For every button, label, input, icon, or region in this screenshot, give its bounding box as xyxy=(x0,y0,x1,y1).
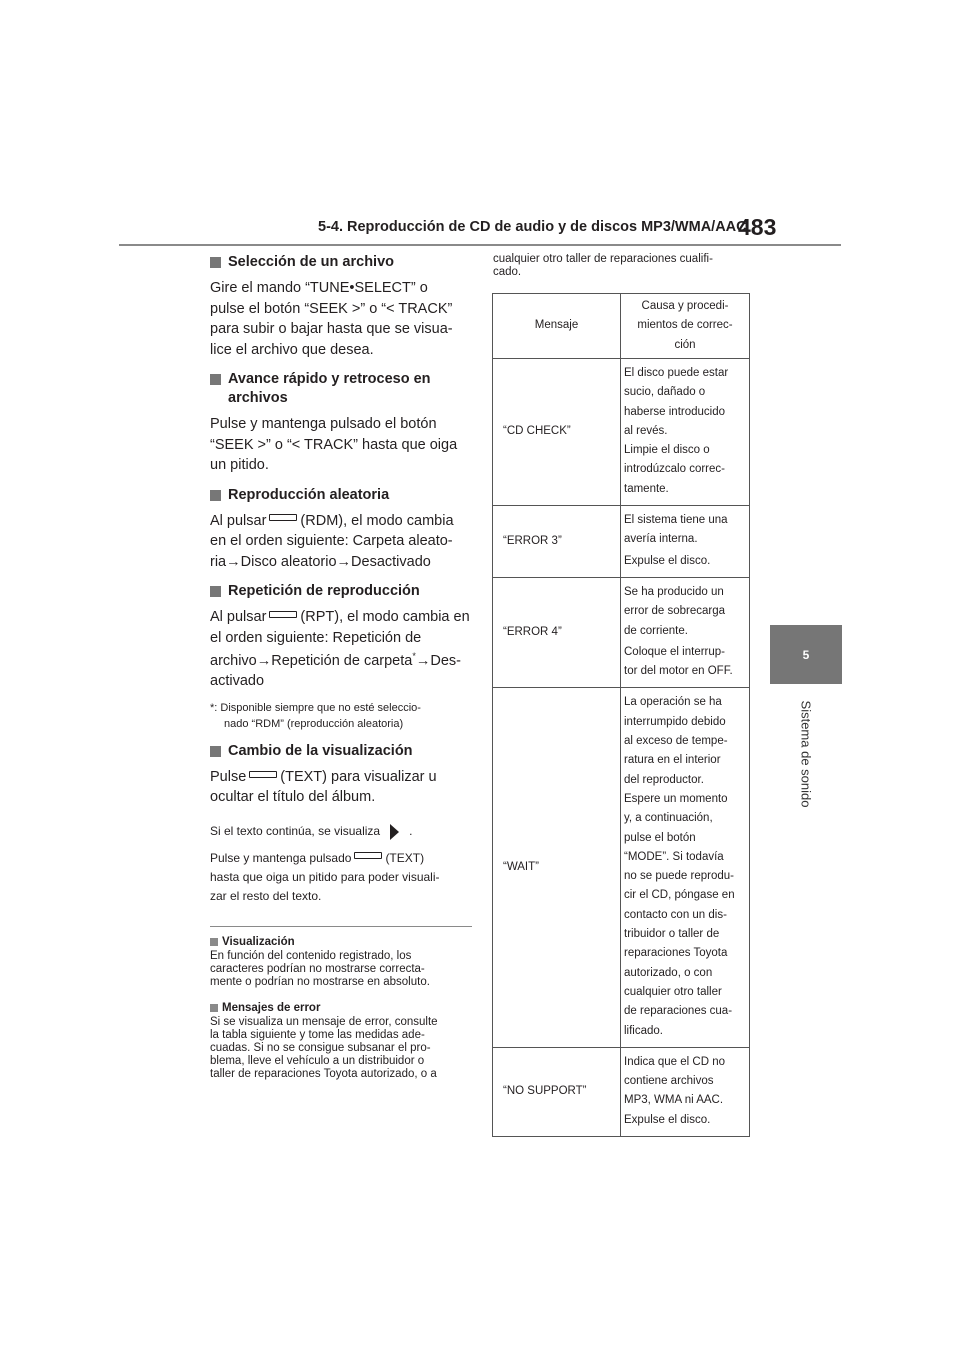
table-row xyxy=(493,577,750,687)
text-line: mente o podrían no mostrarse en absoluto. xyxy=(210,975,430,988)
text-line: pulse el botón “SEEK >” o “< TRACK” xyxy=(210,300,453,317)
column-header-message: Mensaje xyxy=(493,294,621,359)
text-fragment: (RDM), el modo cambia xyxy=(300,512,454,529)
heading-text: Visualización xyxy=(222,935,295,948)
cell-line: contacto con un dis- xyxy=(624,908,727,921)
cell-line: Se ha producido un xyxy=(624,585,724,598)
text-line: zar el resto del texto. xyxy=(210,888,322,903)
heading-repeat-play xyxy=(210,582,472,601)
cell-line: tor del motor en OFF. xyxy=(624,665,733,678)
cell-line: no se puede reprodu- xyxy=(624,870,734,883)
cell-line: cir el CD, póngase en xyxy=(624,889,735,902)
text-fragment: Pulse y mantenga pulsado xyxy=(210,850,352,865)
subheading-display xyxy=(210,935,472,950)
paragraph-repeat-play xyxy=(210,607,472,692)
cell-line: pulse el botón xyxy=(624,831,696,844)
heading-file-selection xyxy=(210,253,472,272)
cell-line: El disco puede estar xyxy=(624,367,729,379)
text-fragment: ria xyxy=(210,553,227,570)
text-line: “SEEK >” o “< TRACK” hasta que oiga xyxy=(210,436,458,453)
text-button-icon xyxy=(249,771,277,778)
text-fragment: (TEXT) para visualizar u xyxy=(280,768,437,785)
cell-line: contiene archivos xyxy=(624,1075,714,1088)
table-row xyxy=(493,359,750,506)
text-fragment: . xyxy=(409,823,413,838)
fix-cell xyxy=(621,1047,750,1136)
error-message-cell: “WAIT” xyxy=(493,688,621,1047)
chapter-number: 5 xyxy=(802,647,810,662)
heading-random-play xyxy=(210,486,472,505)
bullet-square-icon xyxy=(210,257,221,268)
cell-line: El sistema tiene una xyxy=(624,514,728,527)
text-line xyxy=(210,607,472,628)
header-divider xyxy=(119,244,841,246)
text-fragment: Desactivado xyxy=(351,553,431,570)
text-line: la tabla siguiente y tome las medidas ade- xyxy=(210,1028,425,1041)
page-number: 483 xyxy=(738,214,777,240)
text-line: lice el archivo que desea. xyxy=(210,341,374,358)
note-display xyxy=(210,950,472,989)
text-line: Gire el mando “TUNE•SELECT” o xyxy=(210,280,428,296)
rdm-button-icon xyxy=(269,514,297,521)
text-fragment: Disponible siempre que no esté seleccio- xyxy=(220,701,421,714)
display-note-2 xyxy=(210,849,472,906)
paragraph-file-selection xyxy=(210,278,472,360)
header-line: ción xyxy=(674,338,696,351)
arrow-right-icon: → xyxy=(226,553,241,570)
chapter-label-text: Sistema de sonido xyxy=(798,700,814,808)
note-error-messages xyxy=(210,1016,472,1081)
text-line: blema, lleve el vehículo a un distribuidor o xyxy=(210,1054,425,1067)
chapter-label xyxy=(796,694,816,814)
footnote-mark: *: xyxy=(210,701,218,714)
text-line: caracteres podrían no mostrarse correcta- xyxy=(210,962,425,975)
cell-line: tribuidor o taller de xyxy=(624,928,720,941)
text-line xyxy=(210,511,472,532)
table-row xyxy=(493,1047,750,1136)
cell-line: MP3, WMA ni AAC. xyxy=(624,1094,724,1107)
cell-line: autorizado, o con xyxy=(624,966,713,979)
cell-line: haberse introducido xyxy=(624,405,726,418)
right-intro xyxy=(493,253,753,279)
bullet-square-icon xyxy=(210,490,221,501)
text-line xyxy=(210,767,472,788)
fix-cell xyxy=(621,506,750,578)
cell-line: del reproductor. xyxy=(624,773,704,786)
cell-line: Indica que el CD no xyxy=(624,1055,726,1068)
paragraph-fast-forward xyxy=(210,414,472,476)
heading-text: Repetición de reproducción xyxy=(228,583,420,599)
cell-line: Limpie el disco o xyxy=(624,444,710,457)
chapter-tab xyxy=(770,625,842,684)
rpt-button-icon xyxy=(269,611,297,618)
cell-line: La operación se ha xyxy=(624,696,722,709)
text-line: el orden siguiente: Repetición de xyxy=(210,629,422,646)
cell-line: sucio, dañado o xyxy=(624,386,706,399)
cell-line: Expulse el disco. xyxy=(624,1113,711,1126)
play-triangle-icon xyxy=(390,824,399,840)
fix-cell xyxy=(621,688,750,1047)
text-button-icon xyxy=(354,852,382,859)
footnote-marker: * xyxy=(412,651,416,661)
text-line: En función del contenido registrado, los xyxy=(210,949,412,962)
header-line: Causa y procedi- xyxy=(641,300,729,313)
text-fragment: Si el texto continúa, se visualiza xyxy=(210,823,381,838)
bullet-square-icon xyxy=(210,938,218,946)
bullet-square-icon xyxy=(210,746,221,757)
text-line: cado. xyxy=(493,266,522,278)
cell-line: al exceso de tempe- xyxy=(624,735,728,748)
error-message-cell: “NO SUPPORT” xyxy=(493,1047,621,1136)
text-line: activado xyxy=(210,673,265,690)
text-line: un pitido. xyxy=(210,457,269,473)
error-message-cell: “CD CHECK” xyxy=(493,359,621,506)
footnote-line xyxy=(210,700,472,716)
error-message-cell: “ERROR 4” xyxy=(493,577,621,687)
text-fragment: Al pulsar xyxy=(210,609,267,625)
subheading-error-messages xyxy=(210,1001,472,1016)
cell-line: tamente. xyxy=(624,482,669,495)
bullet-square-icon xyxy=(210,586,221,597)
text-line: Pulse y mantenga pulsado el botón xyxy=(210,416,437,432)
cell-line: de corriente. xyxy=(624,624,688,637)
cell-line: introdúzcalo correc- xyxy=(624,463,725,476)
heading-display-change xyxy=(210,742,472,761)
cell-line: y, a continuación, xyxy=(624,812,713,825)
column-header-fix xyxy=(621,294,750,359)
heading-fast-forward xyxy=(210,370,472,408)
arrow-right-icon: → xyxy=(256,652,272,669)
table-row xyxy=(493,506,750,578)
paragraph-display-change xyxy=(210,767,472,808)
section-divider xyxy=(210,926,472,927)
footnote-line: nado “RDM” (reproducción aleatoria) xyxy=(224,717,404,730)
text-line: para subir o bajar hasta que se visua- xyxy=(210,321,453,337)
cell-line: “MODE”. Si todavía xyxy=(624,850,724,863)
heading-text: Reproducción aleatoria xyxy=(228,486,390,503)
arrow-right-icon: → xyxy=(336,553,352,570)
cell-line: Expulse el disco. xyxy=(624,554,711,567)
cell-line: de reparaciones cua- xyxy=(624,1005,733,1018)
heading-text: archivos xyxy=(228,390,288,406)
text-line: cuadas. Si no se consigue subsanar el pro- xyxy=(210,1041,431,1054)
cell-line: lificado. xyxy=(624,1024,663,1037)
heading-text: Mensajes de error xyxy=(222,1001,321,1014)
text-line xyxy=(210,552,472,573)
cell-line: cualquier otro taller xyxy=(624,985,722,998)
header-line: mientos de correc- xyxy=(637,319,733,332)
fix-cell xyxy=(621,577,750,687)
cell-line: reparaciones Toyota xyxy=(624,947,728,960)
text-line: ocultar el título del álbum. xyxy=(210,789,376,806)
display-note-1 xyxy=(210,822,472,841)
text-line: taller de reparaciones Toyota autorizado, o a xyxy=(210,1067,437,1080)
text-line xyxy=(210,849,472,868)
heading-text: Cambio de la visualización xyxy=(228,742,413,759)
text-fragment: Des- xyxy=(430,652,461,669)
cell-line: avería interna. xyxy=(624,533,698,546)
heading-text: Avance rápido y retroceso en xyxy=(228,371,431,387)
text-line: Si se visualiza un mensaje de error, consulte xyxy=(210,1015,438,1028)
text-line xyxy=(210,648,472,671)
text-fragment: (TEXT) xyxy=(385,850,425,865)
cell-line: Coloque el interrup- xyxy=(624,645,726,658)
text-fragment: Pulse xyxy=(210,768,247,785)
text-line: cualquier otro taller de reparaciones cualifi- xyxy=(493,253,713,265)
table-header-row xyxy=(493,294,750,359)
cell-line: ratura en el interior xyxy=(624,754,721,767)
text-fragment: Disco aleatorio xyxy=(240,553,337,570)
cell-line: al revés. xyxy=(624,424,668,437)
bullet-square-icon xyxy=(210,1004,218,1012)
text-fragment: Repetición de carpeta xyxy=(271,652,413,669)
arrow-right-icon: → xyxy=(415,652,431,669)
section-title: 5-4. Reproducción de CD de audio y de discos MP3/WMA/AAC xyxy=(318,219,747,235)
error-message-cell: “ERROR 3” xyxy=(493,506,621,578)
text-fragment: Al pulsar xyxy=(210,512,267,529)
error-table xyxy=(492,293,750,1137)
footnote xyxy=(210,700,472,732)
text-line: hasta que oiga un pitido para poder visuali- xyxy=(210,869,440,884)
fix-cell xyxy=(621,359,750,506)
text-fragment: (RPT), el modo cambia en xyxy=(300,609,470,625)
table-row xyxy=(493,688,750,1047)
bullet-square-icon xyxy=(210,374,221,385)
cell-line: Espere un momento xyxy=(624,792,728,805)
text-line: en el orden siguiente: Carpeta aleato- xyxy=(210,533,453,549)
heading-text: Selección de un archivo xyxy=(228,254,394,270)
text-fragment: archivo xyxy=(210,652,257,669)
cell-line: error de sobrecarga xyxy=(624,605,725,618)
left-column xyxy=(210,253,472,1093)
cell-line: interrumpido debido xyxy=(624,715,726,728)
paragraph-random-play xyxy=(210,511,472,573)
